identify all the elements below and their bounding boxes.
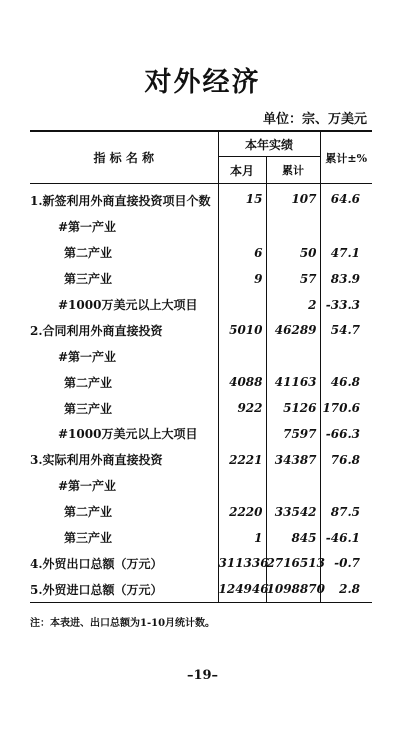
table-row <box>30 240 372 266</box>
table-row <box>30 214 372 240</box>
header-cumulative: 累计 <box>266 157 320 184</box>
indicator-name: 第三产业 <box>64 401 113 416</box>
indicator-name: 4.外贸出口总额（万元） <box>30 556 163 571</box>
table-row <box>30 184 372 214</box>
change-percent: 76.8 <box>320 447 372 473</box>
table-row <box>30 266 372 292</box>
header-indicator: 指 标 名 称 <box>30 131 218 184</box>
unit-label: 单位：宗、万美元 <box>262 112 367 127</box>
table-row <box>30 292 372 318</box>
indicator-name: #1000万美元以上大项目 <box>58 427 198 442</box>
cumulative-value: 33542 <box>266 499 320 525</box>
change-percent: -66.3 <box>320 421 372 447</box>
foreign-economy-table <box>30 130 372 603</box>
month-value: 2221 <box>218 447 266 473</box>
cumulative-value: 41163 <box>266 369 320 395</box>
indicator-name: #第一产业 <box>58 349 117 364</box>
change-percent: 46.8 <box>320 369 372 395</box>
change-percent: 87.5 <box>320 499 372 525</box>
cumulative-value: 50 <box>266 240 320 266</box>
month-value: 15 <box>218 184 266 214</box>
cumulative-value: 34387 <box>266 447 320 473</box>
indicator-name: #第一产业 <box>58 220 117 235</box>
cumulative-value: 5126 <box>266 395 320 421</box>
cumulative-value <box>266 343 320 369</box>
table-row <box>30 395 372 421</box>
change-percent: 170.6 <box>320 395 372 421</box>
table-row <box>30 421 372 447</box>
foreign-economy-table-container <box>30 130 372 603</box>
indicator-name: 第二产业 <box>64 505 113 520</box>
page-number: –19– <box>186 668 219 683</box>
table-body <box>30 184 372 603</box>
table-row <box>30 576 372 602</box>
change-percent <box>320 343 372 369</box>
footnote: 注：本表进、出口总额为1-10月统计数。 <box>30 618 216 629</box>
month-value: 124946 <box>218 576 266 602</box>
cumulative-value: 2716513 <box>266 550 320 576</box>
change-percent <box>320 214 372 240</box>
change-percent: -0.7 <box>320 550 372 576</box>
cumulative-value: 845 <box>266 525 320 551</box>
indicator-name: #1000万美元以上大项目 <box>58 298 198 312</box>
month-value: 6 <box>218 240 266 266</box>
table-row <box>30 317 372 343</box>
indicator-name: 1.新签利用外商直接投资项目个数 <box>30 194 211 209</box>
change-percent: 47.1 <box>320 240 372 266</box>
header-month: 本月 <box>218 157 266 184</box>
table-row <box>30 499 372 525</box>
indicator-name: 5.外贸进口总额（万元） <box>30 576 218 602</box>
indicator-name: #第一产业 <box>58 479 117 494</box>
indicator-name: 3.实际利用外商直接投资 <box>30 453 163 468</box>
month-value: 2220 <box>218 499 266 525</box>
month-value <box>218 343 266 369</box>
table-row <box>30 369 372 395</box>
table-row <box>30 525 372 551</box>
table-row <box>30 473 372 499</box>
indicator-name: 第二产业 <box>64 246 113 261</box>
month-value: 922 <box>218 395 266 421</box>
month-value <box>218 214 266 240</box>
change-percent: 2.8 <box>320 576 372 602</box>
month-value: 311336 <box>218 550 266 576</box>
page-title: 对外经济 <box>144 67 261 98</box>
change-percent: -33.3 <box>320 292 372 318</box>
cumulative-value: 1098870 <box>266 576 320 602</box>
indicator-name: 2.合同利用外商直接投资 <box>30 323 163 338</box>
header-change: 累计±% <box>320 131 372 184</box>
cumulative-value <box>266 473 320 499</box>
change-percent: 83.9 <box>320 266 372 292</box>
month-value: 1 <box>218 525 266 551</box>
cumulative-value: 2 <box>266 292 320 318</box>
header-this-year: 本年实绩 <box>218 131 320 157</box>
indicator-name: 第三产业 <box>64 272 113 287</box>
cumulative-value: 7597 <box>266 421 320 447</box>
month-value: 4088 <box>218 369 266 395</box>
indicator-name: 第二产业 <box>64 375 113 390</box>
cumulative-value: 57 <box>266 266 320 292</box>
month-value <box>218 421 266 447</box>
month-value: 9 <box>218 266 266 292</box>
month-value <box>218 292 266 318</box>
table-row <box>30 447 372 473</box>
table-row <box>30 343 372 369</box>
cumulative-value: 46289 <box>266 317 320 343</box>
cumulative-value: 107 <box>266 184 320 214</box>
indicator-name: 第三产业 <box>64 531 113 546</box>
change-percent: 54.7 <box>320 317 372 343</box>
change-percent: 64.6 <box>320 184 372 214</box>
cumulative-value <box>266 214 320 240</box>
month-value: 5010 <box>218 317 266 343</box>
change-percent: -46.1 <box>320 525 372 551</box>
change-percent <box>320 473 372 499</box>
month-value <box>218 473 266 499</box>
table-row <box>30 550 372 576</box>
